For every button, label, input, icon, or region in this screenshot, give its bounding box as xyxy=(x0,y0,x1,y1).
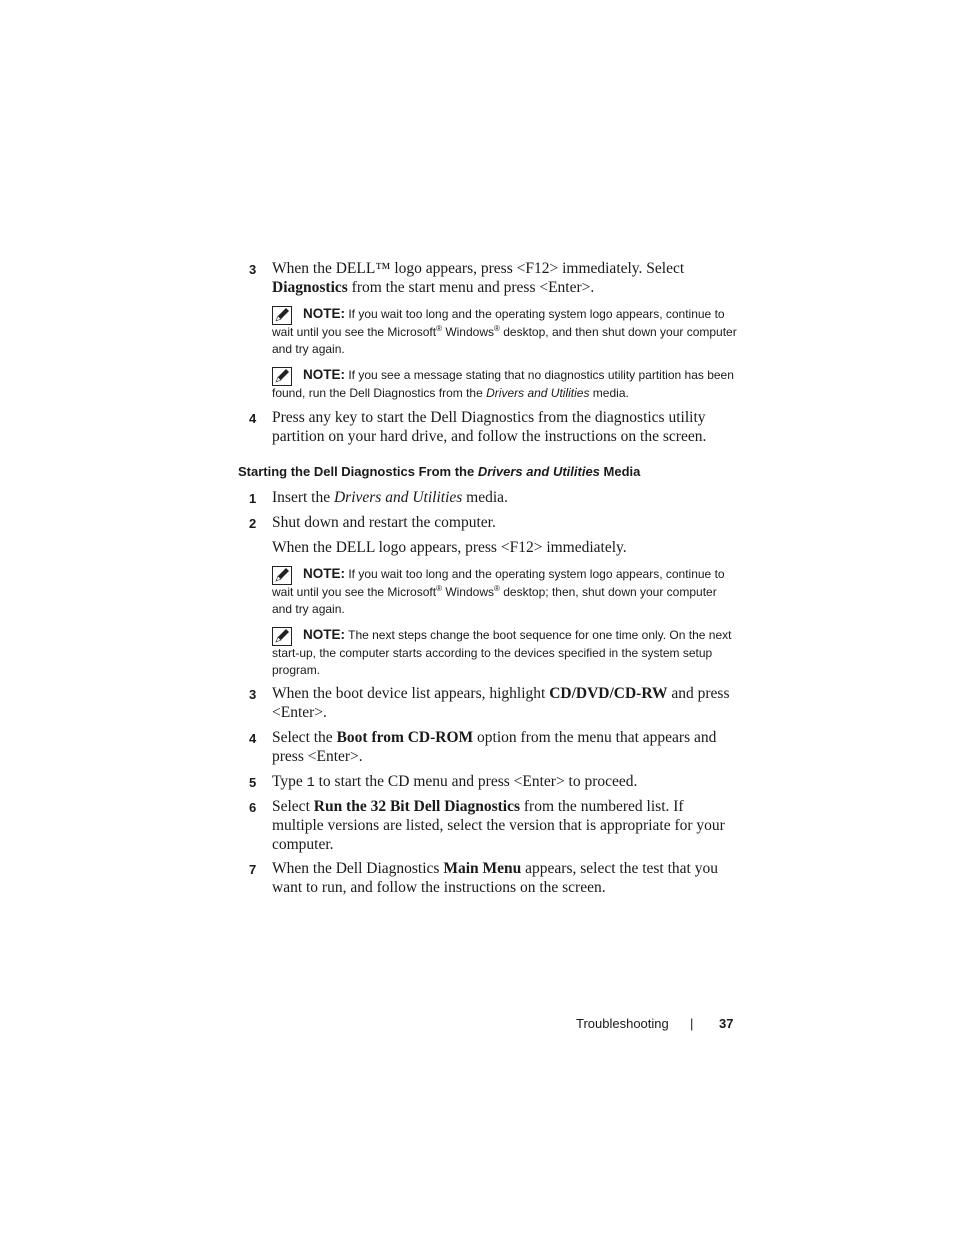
step-number: 6 xyxy=(249,800,257,815)
step-number: 5 xyxy=(249,775,257,790)
step-6-run-32-bit xyxy=(249,797,739,854)
step-text: When the DELL™ logo appears, press <F12> immediately. Select Diagnostics from the start menu and press <Enter>. xyxy=(272,260,685,296)
step-number: 3 xyxy=(249,262,257,277)
step-number: 4 xyxy=(249,731,257,746)
diagnostics-menu-item: Diagnostics xyxy=(272,279,348,296)
step-number: 2 xyxy=(249,516,257,531)
section-heading: Starting the Dell Diagnostics From the Drivers and Utilities Media xyxy=(238,464,641,479)
step-text: Select the Boot from CD-ROM option from the menu that appears and press <Enter>. xyxy=(272,729,717,765)
note-pencil-icon xyxy=(272,367,292,386)
note-boot-sequence: NOTE: The next steps change the boot sequence for one time only. On the next start-up, the computer starts according to the devices specified in the system setup program. xyxy=(272,627,732,677)
note-pencil-icon xyxy=(272,627,292,646)
step-2-restart xyxy=(249,513,739,532)
page-number: 37 xyxy=(719,1016,734,1031)
note-pencil-icon xyxy=(272,306,292,325)
step-2-detail: When the DELL logo appears, press <F12> immediately. xyxy=(272,539,627,556)
step-3-select-diagnostics xyxy=(249,259,739,297)
step-number: 3 xyxy=(249,687,257,702)
step-7-main-menu xyxy=(249,859,739,897)
step-5-type-1 xyxy=(249,772,739,793)
footer-section-title: Troubleshooting xyxy=(576,1016,669,1031)
step-4-boot-from-cd xyxy=(249,728,739,766)
step-4-press-any-key xyxy=(249,408,739,446)
step-text: Press any key to start the Dell Diagnostics from the diagnostics utility partition on your hard drive, and follow the instructions on the screen. xyxy=(272,409,707,445)
note-no-partition-found: NOTE: If you see a message stating that no diagnostics utility partition has been found, run the Dell Diagnostics from the Drivers and Utilities media. xyxy=(272,367,734,400)
note-pencil-icon xyxy=(272,566,292,585)
step-text: Type 1 to start the CD menu and press <Enter> to proceed. xyxy=(272,773,638,791)
step-text: When the boot device list appears, highlight CD/DVD/CD-RW and press <Enter>. xyxy=(272,685,730,721)
step-1-insert-media xyxy=(249,488,739,507)
footer-separator: | xyxy=(690,1016,694,1031)
step-text: Shut down and restart the computer. xyxy=(272,514,496,531)
note-wait-for-desktop-2: NOTE: If you wait too long and the operating system logo appears, continue to wait until you see the Microsoft® Windows® desktop; then, shut down your computer and try again. xyxy=(272,566,725,616)
step-text: When the Dell Diagnostics Main Menu appears, select the test that you want to run, and follow the instructions on the screen. xyxy=(272,860,718,896)
step-text: Select Run the 32 Bit Dell Diagnostics from the numbered list. If multiple versions are listed, select the version that is appropriate for your computer. xyxy=(272,798,725,853)
step-number: 4 xyxy=(249,411,257,426)
step-number: 7 xyxy=(249,862,257,877)
step-3-highlight-cd xyxy=(249,684,739,722)
step-number: 1 xyxy=(249,491,257,506)
note-wait-for-desktop: NOTE: If you wait too long and the operating system logo appears, continue to wait until you see the Microsoft® Windows® desktop, and then shut down your computer and try again. xyxy=(272,306,737,356)
step-text: Insert the Drivers and Utilities media. xyxy=(272,489,508,506)
